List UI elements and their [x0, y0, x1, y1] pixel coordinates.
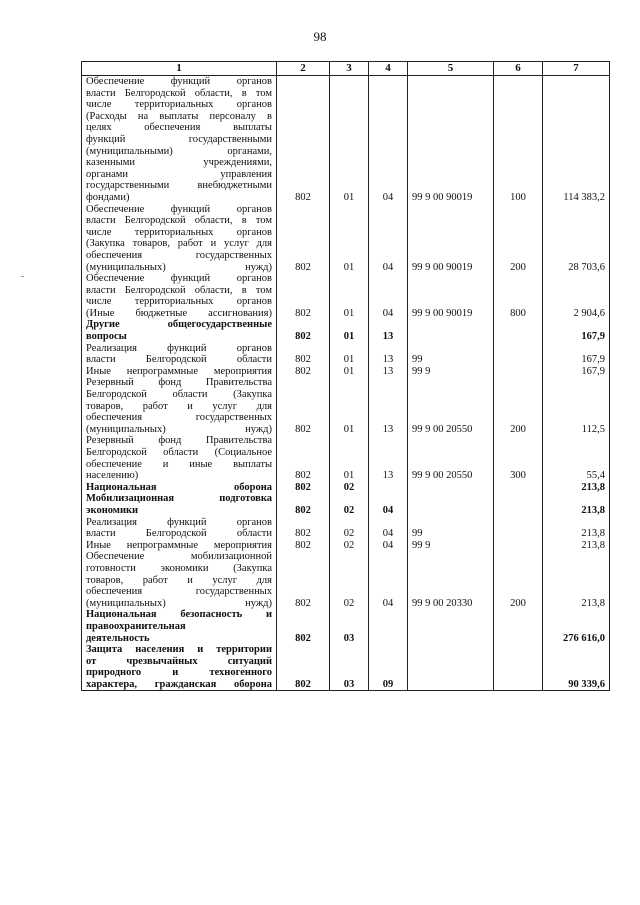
description-line: Реализация функций органов [86, 342, 272, 354]
amount: 213,8 [543, 540, 610, 552]
description-line: фондами) [86, 191, 130, 203]
row-description [82, 343, 277, 366]
section-code: 01 [330, 343, 369, 366]
subsection-code: 13 [369, 435, 408, 481]
ministry-code: 802 [277, 517, 330, 540]
row-description [82, 644, 277, 691]
row-description [82, 551, 277, 609]
target-article-code: 99 9 00 90019 [408, 76, 494, 204]
description-line: Обеспечение функций органов [86, 273, 272, 285]
description-line: обеспечения государственных [86, 586, 272, 598]
description-line: Обеспечение функций органов [86, 76, 272, 87]
budget-table [81, 61, 610, 691]
table-row [82, 377, 610, 435]
expense-type-code [494, 319, 543, 342]
description-line: экономики [86, 504, 139, 516]
section-code: 01 [330, 366, 369, 378]
section-code: 01 [330, 377, 369, 435]
section-code: 02 [330, 482, 369, 494]
description-line: населению) [86, 470, 139, 482]
subsection-code: 09 [369, 644, 408, 691]
column-header: 5 [408, 62, 494, 76]
amount: 213,8 [543, 551, 610, 609]
description-line: Мобилизационная подготовка [86, 493, 272, 505]
description-line: (муниципальных) нужд) [86, 261, 272, 273]
target-article-code: 99 9 00 20550 [408, 377, 494, 435]
description-line: власти Белгородской области, в том [86, 284, 272, 296]
amount: 213,8 [543, 493, 610, 516]
ministry-code: 802 [277, 204, 330, 274]
subsection-code: 13 [369, 366, 408, 378]
subsection-code: 04 [369, 493, 408, 516]
expense-type-code [494, 540, 543, 552]
ministry-code: 802 [277, 644, 330, 691]
subsection-code [369, 482, 408, 494]
subsection-code: 04 [369, 204, 408, 274]
expense-type-code [494, 609, 543, 644]
row-description [82, 319, 277, 342]
expense-type-code [494, 517, 543, 540]
target-article-code [408, 644, 494, 691]
expense-type-code [494, 343, 543, 366]
target-article-code [408, 482, 494, 494]
description-line: целях обеспечения выплаты [86, 122, 272, 134]
ministry-code: 802 [277, 551, 330, 609]
ministry-code: 802 [277, 273, 330, 319]
page-number: 98 [313, 29, 327, 44]
description-line: обеспечения государственных [86, 249, 272, 261]
description-line: Белгородской области (Закупка [86, 389, 272, 401]
description-line: Белгородской области (Социальное [86, 447, 272, 458]
description-line: власти Белгородской области, в том [86, 215, 272, 227]
amount: 213,8 [543, 517, 610, 540]
amount: 167,9 [543, 319, 610, 342]
table-row [82, 482, 610, 494]
description-line: Защита населения и территории [86, 644, 272, 656]
amount: 55,4 [543, 435, 610, 481]
column-header: 7 [543, 62, 610, 76]
table-header-row [82, 62, 610, 76]
description-line: правоохранительная [86, 620, 186, 632]
table-row [82, 319, 610, 342]
amount: 28 703,6 [543, 204, 610, 274]
table-row [82, 493, 610, 516]
section-code: 01 [330, 76, 369, 204]
ministry-code: 802 [277, 609, 330, 644]
table-row [82, 517, 610, 540]
expense-type-code [494, 482, 543, 494]
scan-artifact [21, 276, 24, 277]
target-article-code: 99 9 [408, 540, 494, 552]
ministry-code: 802 [277, 493, 330, 516]
description-line: (Расходы на выплаты персоналу в [86, 110, 272, 122]
expense-type-code: 200 [494, 377, 543, 435]
subsection-code: 04 [369, 551, 408, 609]
row-description [82, 493, 277, 516]
description-line: деятельность [86, 632, 150, 644]
amount: 2 904,6 [543, 273, 610, 319]
column-header: 6 [494, 62, 543, 76]
column-header: 3 [330, 62, 369, 76]
row-description [82, 435, 277, 481]
amount: 276 616,0 [543, 609, 610, 644]
description-line: обеспечение и иные выплаты [86, 458, 272, 470]
description-line: природного и техногенного [86, 667, 272, 679]
description-line: Иные непрограммные мероприятия [86, 539, 272, 551]
description-line: (Закупка товаров, работ и услуг для [86, 238, 272, 250]
table-row [82, 551, 610, 609]
section-code: 03 [330, 644, 369, 691]
description-line: власти Белгородской области, в том [86, 87, 272, 99]
section-code: 02 [330, 551, 369, 609]
row-description [82, 609, 277, 644]
description-line: товаров, работ и услуг для [86, 574, 272, 586]
description-line: (Иные бюджетные ассигнования) [86, 307, 272, 319]
section-code: 02 [330, 493, 369, 516]
description-line: казенными учреждениями, [86, 157, 272, 169]
description-line: Резервный фонд Правительства [86, 377, 272, 389]
subsection-code: 13 [369, 377, 408, 435]
table-body [82, 76, 610, 691]
amount: 114 383,2 [543, 76, 610, 204]
column-header: 1 [82, 62, 277, 76]
expense-type-code: 300 [494, 435, 543, 481]
row-description [82, 540, 277, 552]
row-description [82, 76, 277, 204]
description-line: органами управления [86, 168, 272, 180]
ministry-code: 802 [277, 343, 330, 366]
section-code: 01 [330, 435, 369, 481]
table-row [82, 76, 610, 204]
target-article-code: 99 [408, 343, 494, 366]
column-header: 2 [277, 62, 330, 76]
subsection-code: 04 [369, 273, 408, 319]
ministry-code: 802 [277, 319, 330, 342]
expense-type-code [494, 493, 543, 516]
section-code: 02 [330, 540, 369, 552]
description-line: товаров, работ и услуг для [86, 400, 272, 412]
description-line: обеспечения государственных [86, 412, 272, 424]
ministry-code: 802 [277, 377, 330, 435]
expense-type-code: 200 [494, 204, 543, 274]
target-article-code: 99 9 00 20550 [408, 435, 494, 481]
table-row [82, 273, 610, 319]
row-description [82, 273, 277, 319]
row-description [82, 204, 277, 274]
ministry-code: 802 [277, 435, 330, 481]
expense-type-code: 800 [494, 273, 543, 319]
description-line: государственными внебюджетными [86, 180, 272, 192]
target-article-code [408, 493, 494, 516]
table-row [82, 343, 610, 366]
description-line: Резервный фонд Правительства [86, 435, 272, 447]
description-line: от чрезвычайных ситуаций [86, 655, 272, 667]
subsection-code [369, 609, 408, 644]
section-code: 01 [330, 273, 369, 319]
description-line: (муниципальными) органами, [86, 145, 272, 157]
description-line: числе территориальных органов [86, 226, 272, 238]
subsection-code: 04 [369, 517, 408, 540]
target-article-code [408, 319, 494, 342]
description-line: власти Белгородской области [86, 354, 272, 366]
target-article-code: 99 [408, 517, 494, 540]
description-line: Иные непрограммные мероприятия [86, 365, 272, 377]
amount: 112,5 [543, 377, 610, 435]
description-line: власти Белгородской области [86, 528, 272, 540]
target-article-code [408, 609, 494, 644]
ministry-code: 802 [277, 366, 330, 378]
row-description [82, 377, 277, 435]
amount: 90 339,6 [543, 644, 610, 691]
row-description [82, 366, 277, 378]
ministry-code: 802 [277, 482, 330, 494]
description-line: Национальная безопасность и [86, 609, 272, 621]
row-description [82, 517, 277, 540]
table-row [82, 644, 610, 691]
description-line: Обеспечение мобилизационной [86, 551, 272, 563]
row-description [82, 482, 277, 494]
description-line: вопросы [86, 331, 127, 343]
ministry-code: 802 [277, 76, 330, 204]
table-row [82, 609, 610, 644]
table-row [82, 435, 610, 481]
description-line: Реализация функций органов [86, 516, 272, 528]
description-line: числе территориальных органов [86, 99, 272, 111]
target-article-code: 99 9 00 20330 [408, 551, 494, 609]
description-line: функций государственными [86, 133, 272, 145]
description-line: Обеспечение функций органов [86, 203, 272, 215]
subsection-code: 04 [369, 76, 408, 204]
table-row [82, 204, 610, 274]
subsection-code: 13 [369, 319, 408, 342]
section-code: 01 [330, 204, 369, 274]
amount: 167,9 [543, 366, 610, 378]
subsection-code: 04 [369, 540, 408, 552]
section-code: 02 [330, 517, 369, 540]
description-line: готовности экономики (Закупка [86, 562, 272, 574]
description-line: числе территориальных органов [86, 296, 272, 308]
subsection-code: 13 [369, 343, 408, 366]
description-line: (муниципальных) нужд) [86, 423, 272, 435]
expense-type-code: 100 [494, 76, 543, 204]
section-code: 01 [330, 319, 369, 342]
table-row [82, 540, 610, 552]
description-line: характера, гражданская оборона [86, 678, 272, 690]
description-line: Другие общегосударственные [86, 319, 272, 331]
description-line: (муниципальных) нужд) [86, 597, 272, 609]
expense-type-code: 200 [494, 551, 543, 609]
target-article-code: 99 9 00 90019 [408, 273, 494, 319]
description-line: Национальная оборона [86, 481, 272, 493]
expense-type-code [494, 366, 543, 378]
target-article-code: 99 9 00 90019 [408, 204, 494, 274]
column-header: 4 [369, 62, 408, 76]
target-article-code: 99 9 [408, 366, 494, 378]
table-row [82, 366, 610, 378]
ministry-code: 802 [277, 540, 330, 552]
expense-type-code [494, 644, 543, 691]
amount: 167,9 [543, 343, 610, 366]
section-code: 03 [330, 609, 369, 644]
amount: 213,8 [543, 482, 610, 494]
